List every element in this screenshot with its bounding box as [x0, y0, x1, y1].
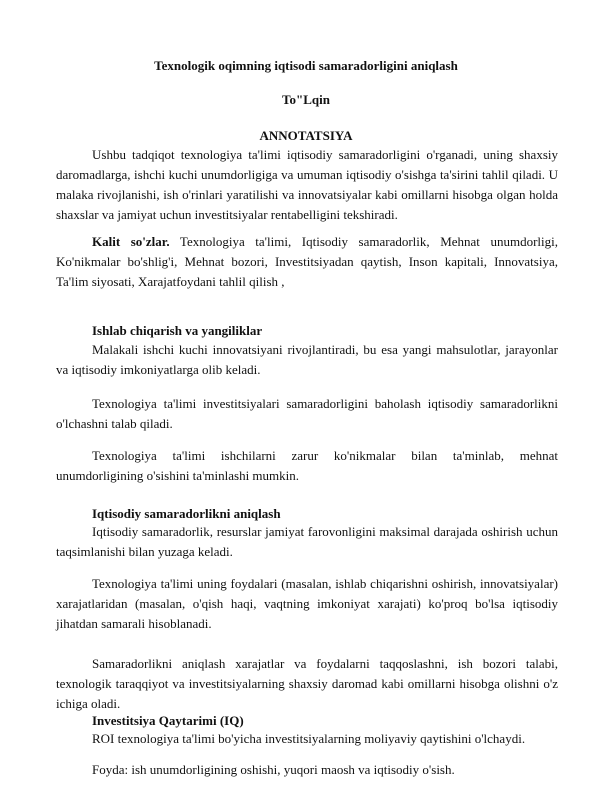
production-paragraph-2: Texnologiya ta'limi investitsiyalari samaradorligini baholash iqtisodiy samaradorlikni o'lchashni talab qiladi. — [56, 396, 558, 431]
efficiency-paragraph-2: Texnologiya ta'limi uning foydalari (masalan, ishlab chiqarishni oshirish, innovatsiyalar) xarajatlaridan (masalan, o'qish haqi, vaqtning imkoniyat xarajati) ko'proq bo'lsa iqtisodiy jihatdan samarali hisoblanadi. — [56, 576, 558, 631]
section-heading-efficiency: Iqtisodiy samaradorlikni aniqlash — [92, 506, 281, 521]
annotation-paragraph: Ushbu tadqiqot texnologiya ta'limi iqtisodiy samaradorligini o'rganadi, uning shaxsiy daromadlarga, ishchi kuchi unumdorligiga va umuman iqtisodiy o'sishga ta'sirini tahlil qiladi. U malaka rivojlanishi, ish o'rinlari yaratilishi va innovatsiyalar kabi omillarni hisobga olgan holda shaxslar va jamiyat uchun investitsiyalar rentabelligini tekshiradi. — [56, 147, 558, 222]
section-heading-roi: Investitsiya Qaytarimi (IQ) — [92, 713, 244, 728]
roi-paragraph-2: Foyda: ish unumdorligining oshishi, yuqori maosh va iqtisodiy o'sish. — [92, 762, 455, 777]
section-heading-production: Ishlab chiqarish va yangiliklar — [92, 323, 263, 338]
keywords-text: Texnologiya ta'limi, Iqtisodiy samaradorlik, Mehnat unumdorligi, Ko'nikmalar bo'shlig'i, Mehnat bozori, Investitsiyadan qaytish, Inson kapitali, Innovatsiya, Ta'lim siyosati, Xarajatfoydani tahlil qilish , — [56, 234, 559, 289]
keywords-paragraph — [56, 232, 558, 292]
efficiency-paragraph-3: Samaradorlikni aniqlash xarajatlar va foydalarni taqqoslashni, ish bozori talabi, texnologik taraqqiyot va investitsiyalarning shaxsiy daromad kabi omillarni hisobga olishni o'z ichiga oladi. — [56, 656, 558, 711]
document-author: To"Lqin — [282, 92, 330, 107]
production-paragraph-3: Texnologiya ta'limi ishchilarni zarur ko'nikmalar bilan ta'minlab, mehnat unumdorligining o'sishini ta'minlashi mumkin. — [56, 448, 558, 483]
keywords-label: Kalit so'zlar. — [92, 234, 170, 249]
efficiency-paragraph-1: Iqtisodiy samaradorlik, resurslar jamiyat farovonligini maksimal darajada oshirish uchun taqsimlanishi bilan yuzaga keladi. — [56, 524, 558, 559]
production-paragraph-1: Malakali ishchi kuchi innovatsiyani rivojlantiradi, bu esa yangi mahsulotlar, jarayonlar va iqtisodiy imkoniyatlarga olib keladi. — [56, 342, 558, 377]
document-title: Texnologik oqimning iqtisodi samaradorligini aniqlash — [154, 58, 458, 73]
annotation-heading: ANNOTATSIYA — [259, 128, 353, 143]
roi-paragraph-1: ROI texnologiya ta'limi bo'yicha investitsiyalarning moliyaviy qaytishini o'lchaydi. — [92, 731, 526, 746]
